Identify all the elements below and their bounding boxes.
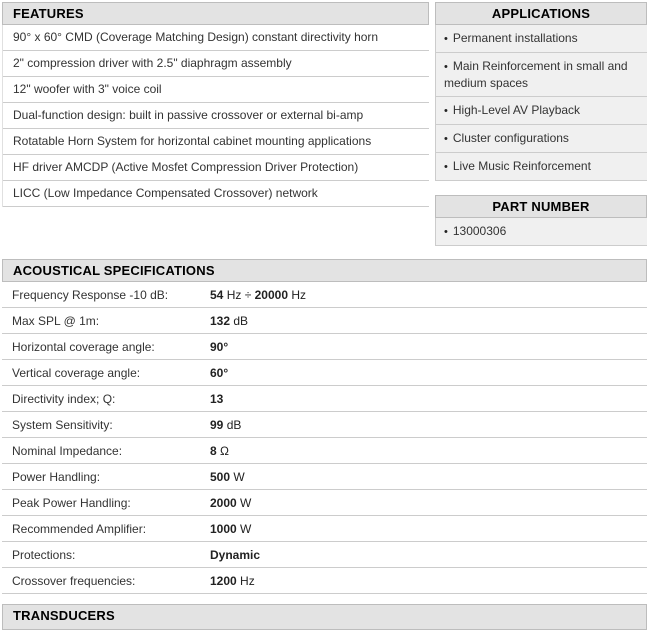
acoustical-specifications-section [2,259,647,594]
spec-table [2,282,647,594]
spec-row [2,282,647,308]
spec-value-number: 8 [210,443,217,458]
spec-label: Horizontal coverage angle: [12,339,155,354]
transducers-header: TRANSDUCERS [2,604,647,630]
feature-item [3,103,429,129]
spec-value [210,444,229,458]
spec-value-number: 13 [210,391,224,406]
spec-value-number: 2000 [210,495,237,510]
spec-row [2,360,647,386]
spec-value-unit: Hz [236,573,255,588]
spec-label: Protections: [12,547,76,562]
spec-row [2,542,647,568]
spec-value [210,574,255,588]
feature-item [3,25,429,51]
applications-header: APPLICATIONS [435,2,647,25]
part-number-header: PART NUMBER [435,195,647,218]
spec-value-unit: W [236,521,252,536]
transducers-section [2,604,647,630]
spec-row [2,438,647,464]
list-item-text: Permanent installations [452,31,578,45]
spec-label: Crossover frequencies: [12,573,136,588]
spec-value-unit: Ω [216,443,229,458]
feature-item-text: 2" compression driver with 2.5" diaphragm assembly [13,56,292,70]
spec-value-number: 99 [210,417,224,432]
list-item-text: 13000306 [452,224,507,238]
feature-item-text: HF driver AMCDP (Active Mosfet Compression Driver Protection) [13,160,359,174]
features-header: FEATURES [2,2,429,25]
spec-label: Power Handling: [12,469,101,484]
spec-value [210,496,251,510]
bullet-icon: • [444,61,448,73]
spec-row [2,490,647,516]
feature-item [3,181,429,207]
right-column [435,2,647,246]
spec-value-number: 54 [210,287,224,302]
feature-item [3,77,429,103]
list-item-text: Cluster configurations [452,131,569,145]
spec-value-number: Dynamic [210,547,261,562]
spec-value-number: 60° [210,365,229,380]
spec-value [210,470,245,484]
spec-value [210,522,251,536]
spec-value-unit: Hz [288,287,306,302]
spec-row [2,568,647,594]
feature-item-text: 90° x 60° CMD (Coverage Matching Design) constant directivity horn [13,30,379,44]
spec-row [2,412,647,438]
bullet-icon: • [444,105,448,117]
application-item [436,25,647,53]
list-item-text: Live Music Reinforcement [452,159,591,173]
feature-item [3,155,429,181]
spec-value [210,340,228,354]
feature-item-text: Dual-function design: built in passive crossover or external bi-amp [13,108,364,122]
spec-value-unit: W [236,495,252,510]
applications-list [435,25,647,181]
spec-label: System Sensitivity: [12,417,113,432]
spec-row [2,308,647,334]
spec-value-number: 132 [210,313,231,328]
spec-row [2,334,647,360]
bullet-icon: • [444,133,448,145]
spec-value-unit: Hz ÷ [223,287,255,302]
spec-row [2,516,647,542]
application-item [436,97,647,125]
spec-value-unit: W [230,469,245,484]
spec-value [210,418,241,432]
application-item [436,53,647,97]
bullet-icon: • [444,33,448,45]
spec-value [210,392,223,406]
spec-label: Directivity index; Q: [12,391,116,406]
feature-item-text: Rotatable Horn System for horizontal cabinet mounting applications [13,134,372,148]
spec-label: Max SPL @ 1m: [12,313,100,328]
spec-value-number: 90° [210,339,229,354]
bullet-icon: • [444,161,448,173]
spec-row [2,386,647,412]
list-item-text: High-Level AV Playback [452,103,581,117]
spec-value-unit: dB [223,417,242,432]
spec-value-number: 1200 [210,573,237,588]
part-number-section [435,195,647,246]
part-number-item [436,218,647,246]
application-item [436,125,647,153]
features-section [2,2,429,246]
feature-item-text: 12" woofer with 3" voice coil [13,82,162,96]
features-list [2,25,429,207]
spec-row [2,464,647,490]
spec-value [210,288,306,302]
top-columns [2,2,647,246]
spec-label: Recommended Amplifier: [12,521,147,536]
bullet-icon: • [444,226,448,238]
feature-item [3,129,429,155]
spec-label: Peak Power Handling: [12,495,131,510]
spec-value [210,366,228,380]
feature-item-text: LICC (Low Impedance Compensated Crossover) network [13,186,318,200]
list-item-text: Main Reinforcement in small and medium spaces [444,59,628,90]
spec-value-number: 20000 [254,287,288,302]
spec-value-unit: dB [230,313,249,328]
spec-label: Frequency Response -10 dB: [12,287,169,302]
spec-value [210,548,260,562]
application-item [436,153,647,181]
spec-value [210,314,248,328]
spec-label: Nominal Impedance: [12,443,123,458]
spec-value-number: 500 [210,469,231,484]
spec-value-number: 1000 [210,521,237,536]
spec-label: Vertical coverage angle: [12,365,141,380]
applications-section [435,2,647,181]
acoustical-specifications-header: ACOUSTICAL SPECIFICATIONS [2,259,647,282]
feature-item [3,51,429,77]
part-number-list [435,218,647,246]
